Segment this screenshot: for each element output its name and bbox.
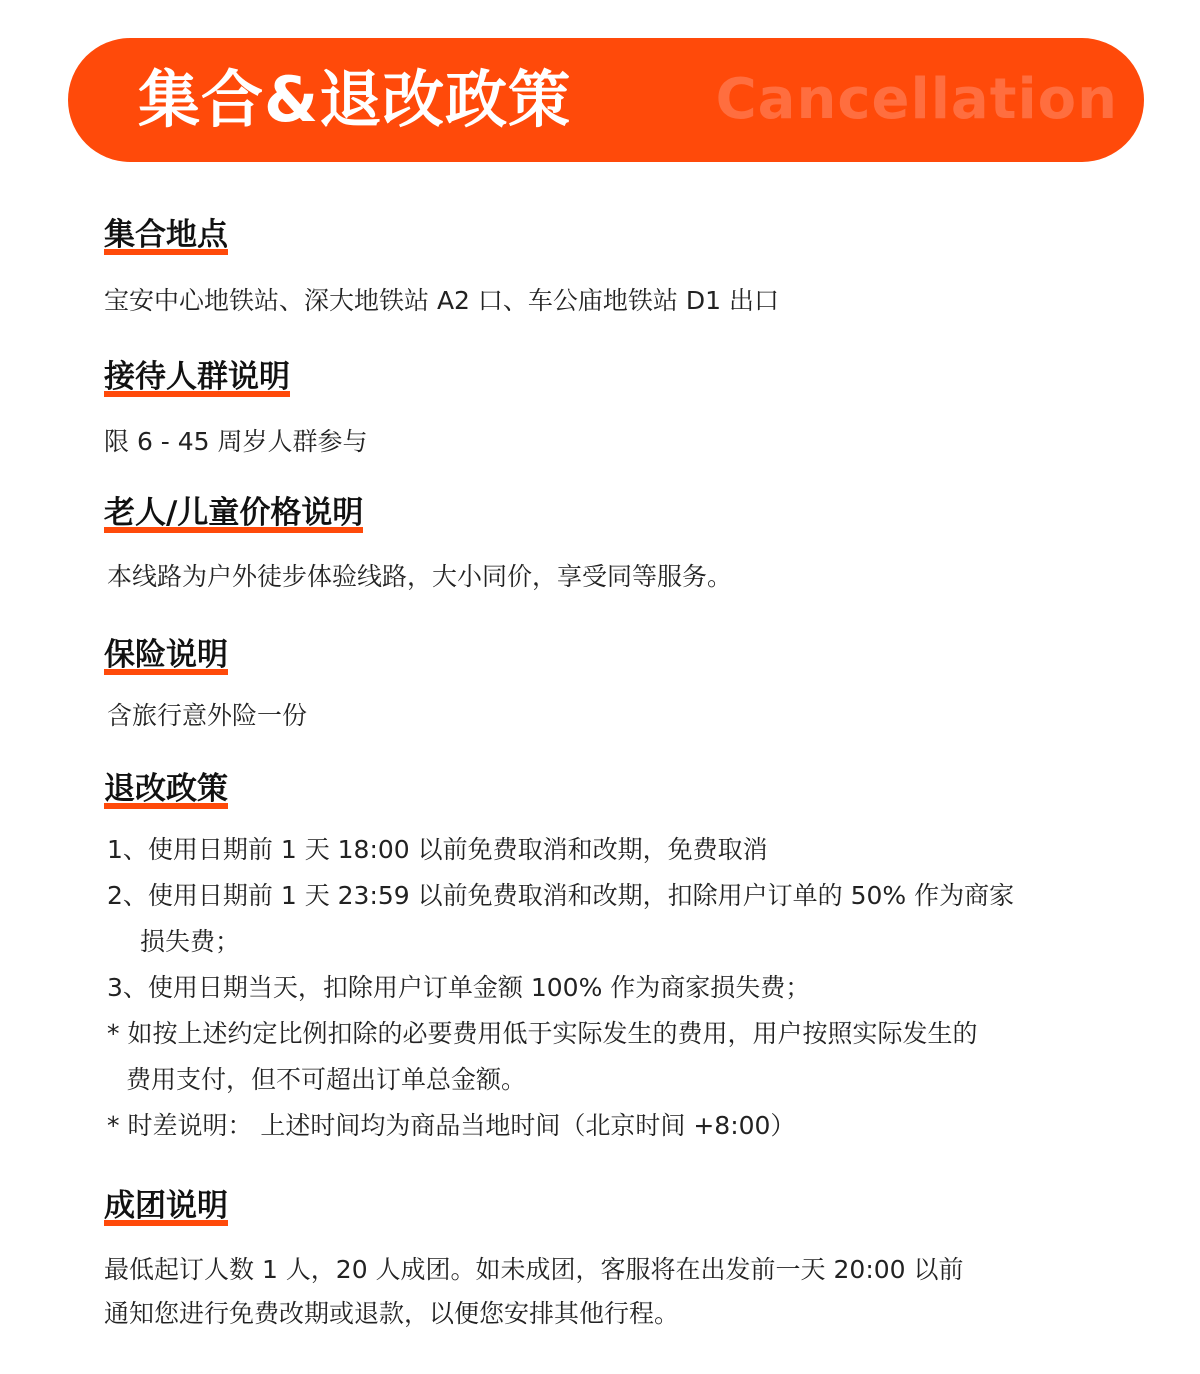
heading-highlight: 老人/儿童价格说明 <box>104 495 364 531</box>
meeting-point-text: 宝安中心地铁站、深大地铁站 A2 口、车公庙地铁站 D1 出口 <box>104 286 779 315</box>
section-heading-price <box>104 494 363 533</box>
policy-note: * 时差说明： 上述时间均为商品当地时间（北京时间 +8:00） <box>107 1111 796 1140</box>
policy-line: 2、使用日期前 1 天 23:59 以前免费取消和改期，扣除用户订单的 50% 作为商家 <box>107 881 1015 910</box>
group-formation-text: 最低起订人数 1 人，20 人成团。如未成团，客服将在出发前一天 20:00 以前 <box>104 1255 964 1284</box>
heading-highlight: 接待人群说明 <box>104 359 290 395</box>
policy-line: 1、使用日期前 1 天 18:00 以前免费取消和改期，免费取消 <box>107 835 768 864</box>
section-heading-insurance <box>104 636 228 675</box>
policy-line-continuation: 损失费； <box>140 927 241 956</box>
banner-subtitle-en: Cancellation <box>715 67 1118 132</box>
group-formation-text: 通知您进行免费改期或退款，以便您安排其他行程。 <box>104 1299 680 1328</box>
page-title: 集合&退改政策 <box>138 63 572 136</box>
section-heading-refund-policy <box>104 770 228 809</box>
heading-highlight: 集合地点 <box>104 217 228 253</box>
price-text: 本线路为户外徒步体验线路，大小同价，享受同等服务。 <box>107 562 733 591</box>
section-heading-meeting-point <box>104 216 228 255</box>
policy-note-continuation: 费用支付，但不可超出订单总金额。 <box>126 1065 527 1094</box>
insurance-text: 含旅行意外险一份 <box>107 701 308 730</box>
section-heading-audience <box>104 358 290 397</box>
policy-note: * 如按上述约定比例扣除的必要费用低于实际发生的费用，用户按照实际发生的 <box>107 1019 978 1048</box>
heading-highlight: 保险说明 <box>104 637 228 673</box>
header-banner <box>68 38 1144 162</box>
heading-highlight: 成团说明 <box>104 1188 228 1224</box>
audience-text: 限 6 - 45 周岁人群参与 <box>104 427 368 456</box>
policy-line: 3、使用日期当天，扣除用户订单金额 100% 作为商家损失费； <box>107 973 811 1002</box>
section-heading-group-formation <box>104 1187 228 1226</box>
heading-highlight: 退改政策 <box>104 771 228 807</box>
